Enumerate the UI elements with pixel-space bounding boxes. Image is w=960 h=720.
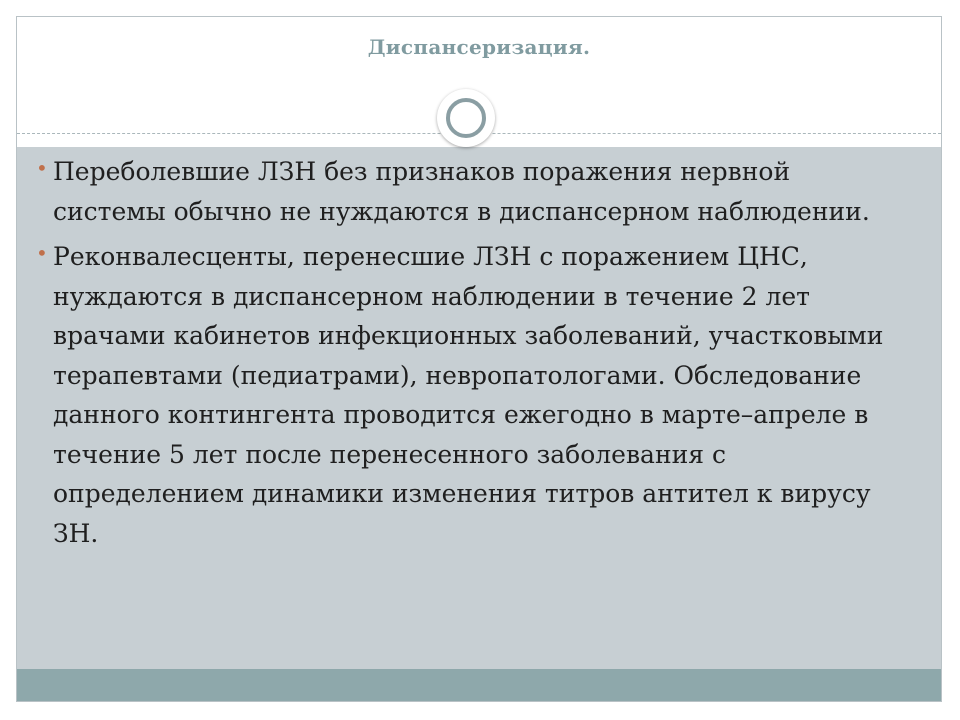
bullet-item bbox=[36, 237, 904, 553]
bullet-icon: • bbox=[36, 241, 48, 265]
bullet-list bbox=[36, 152, 904, 559]
bullet-text: Переболевшие ЛЗН без признаков поражения нервной системы обычно не нуждаются в диспансерном наблюдении. bbox=[53, 157, 870, 226]
ring-ornament-icon bbox=[437, 89, 495, 147]
bottom-band bbox=[17, 669, 941, 701]
bullet-item bbox=[36, 152, 904, 231]
slide-title: Диспансеризация. bbox=[367, 35, 591, 59]
bullet-icon: • bbox=[36, 156, 48, 180]
bullet-text: Реконвалесценты, перенесшие ЛЗН с поражением ЦНС, нуждаются в диспансерном наблюдении в течение 2 лет врачами кабинетов инфекционных заболеваний, участковыми терапевтами (педиатрами), невропатологами. Обследование данного контингента проводится ежегодно в марте–апреле в течение 5 лет после перенесенного заболевания с определением динамики изменения титров антител к вирусу ЗН. bbox=[53, 242, 884, 548]
